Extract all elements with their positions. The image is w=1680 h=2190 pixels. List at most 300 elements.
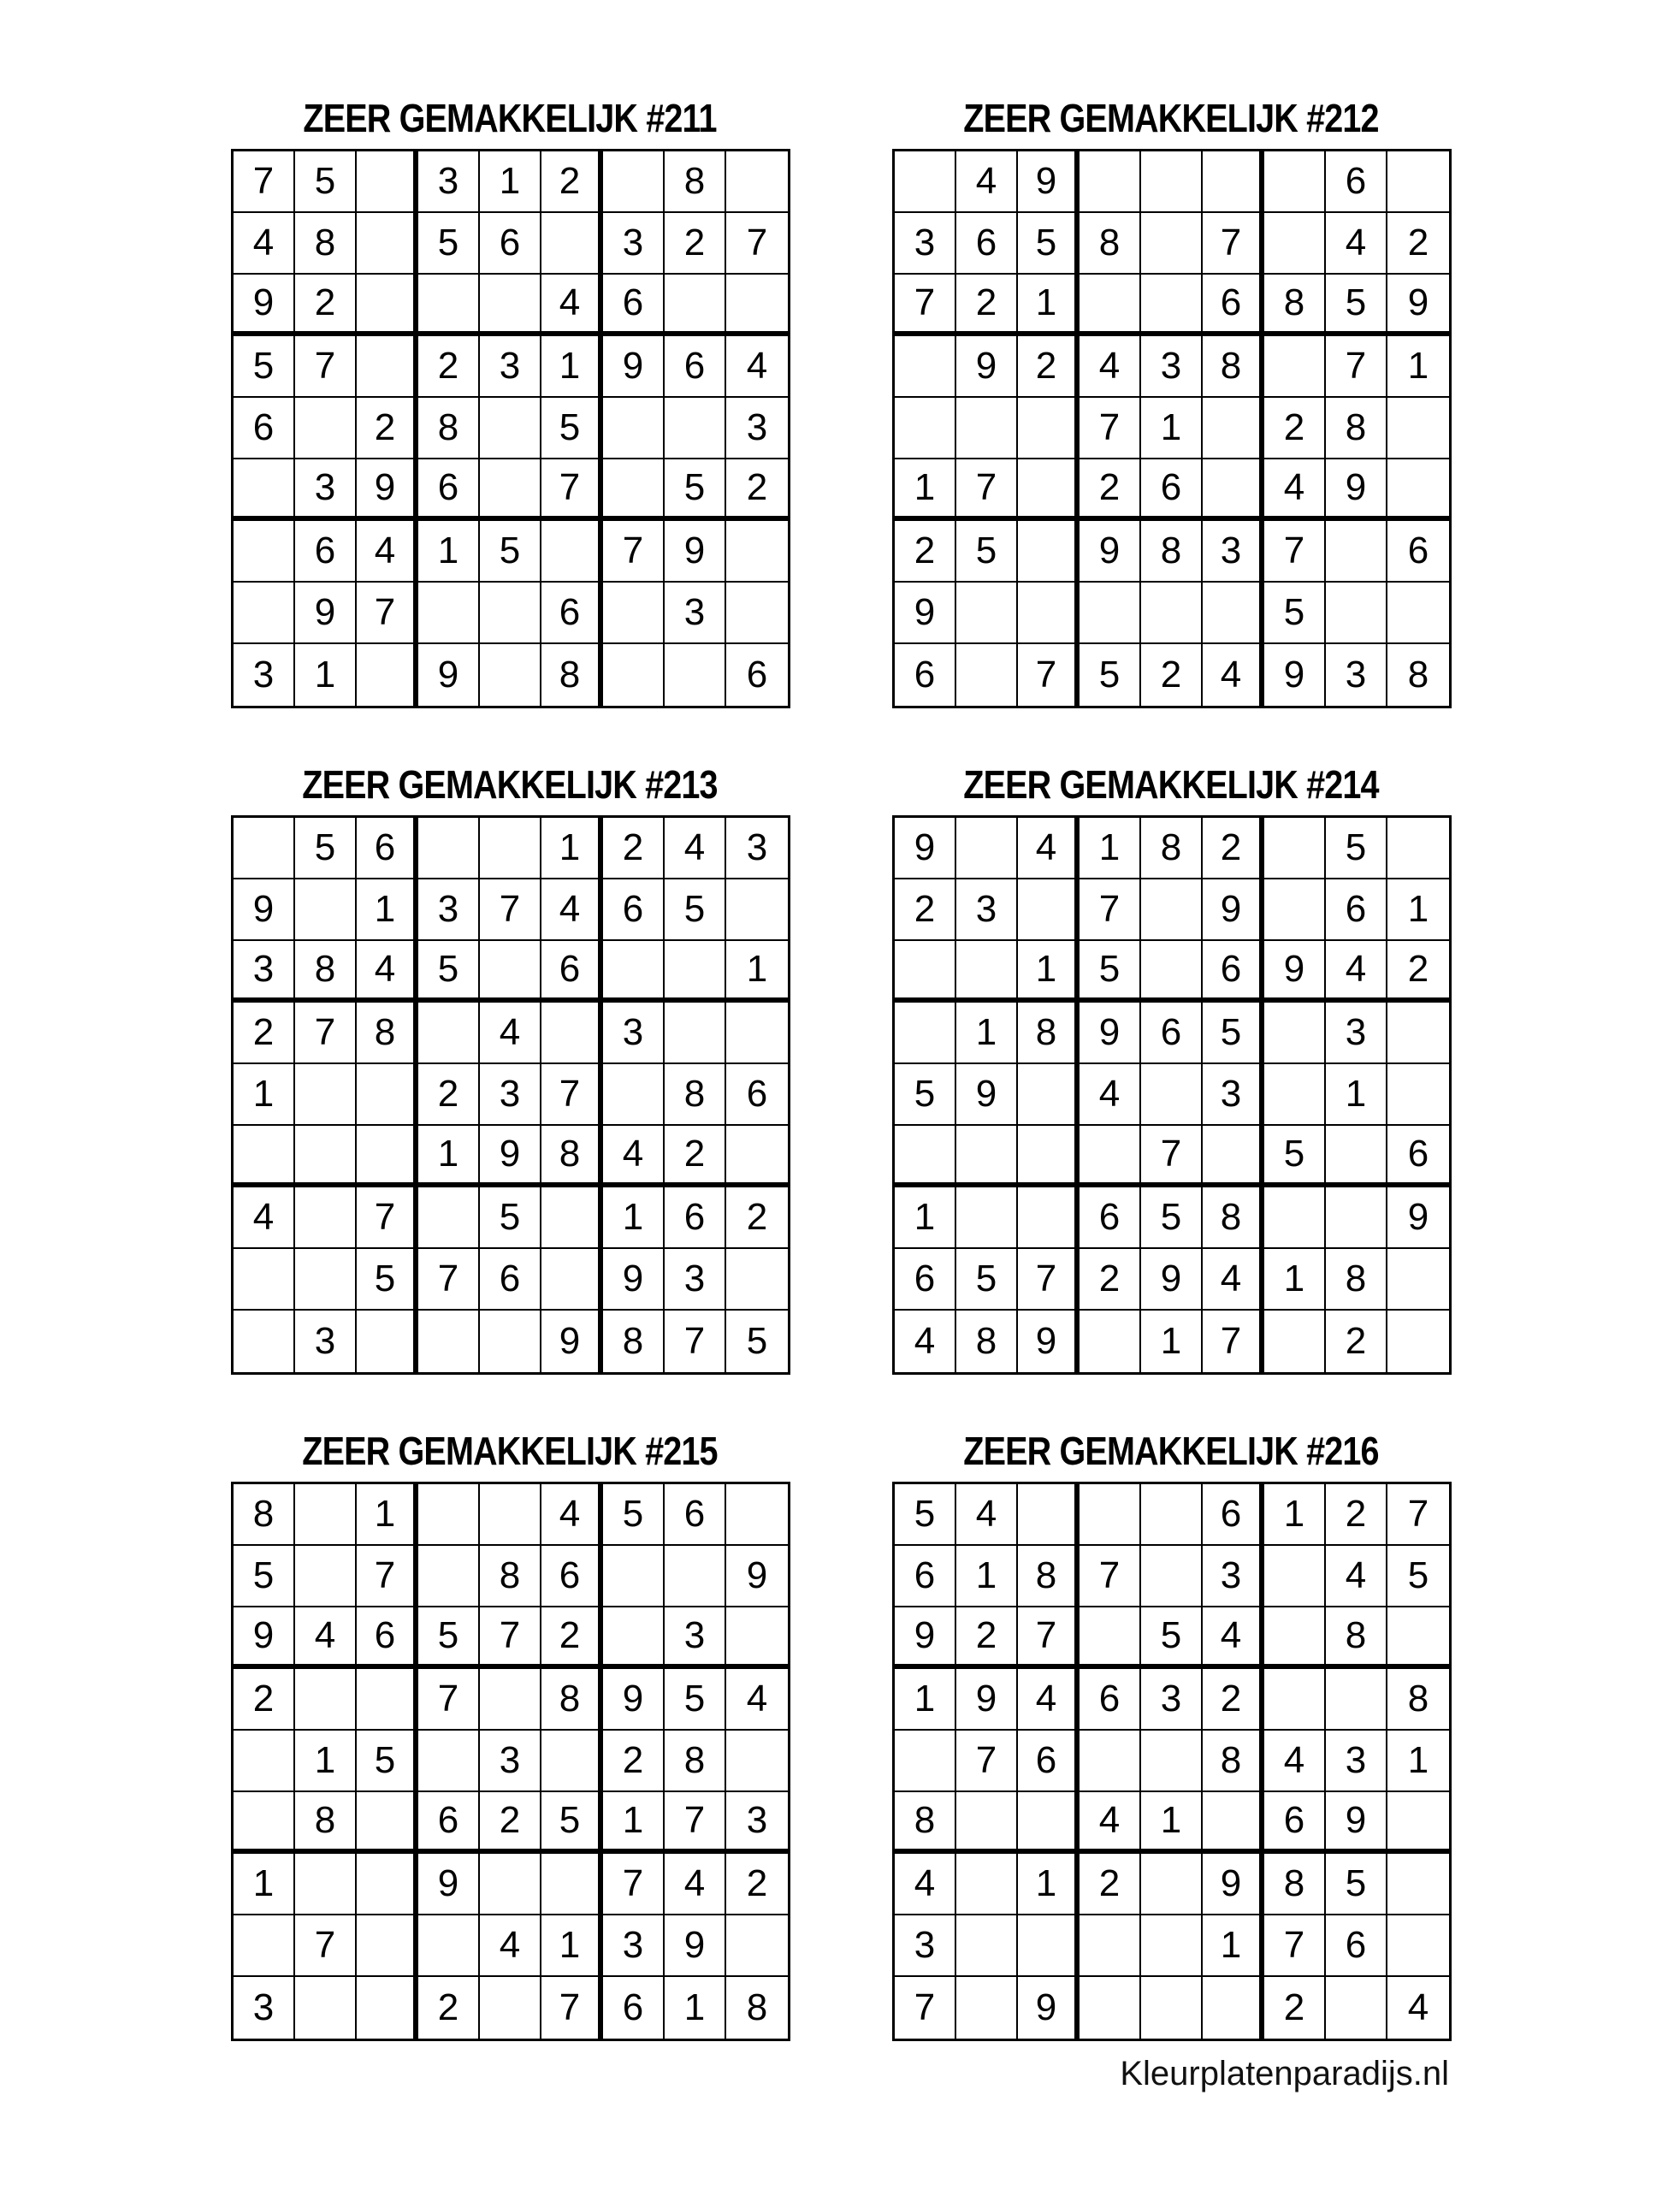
sudoku-cell — [234, 1915, 295, 1977]
sudoku-cell — [1141, 1977, 1203, 2039]
puzzle-title: ZEER GEMAKKELIJK #213 — [302, 762, 718, 807]
sudoku-cell — [1326, 521, 1387, 583]
sudoku-cell: 5 — [1080, 941, 1141, 1003]
sudoku-cell: 9 — [1387, 1187, 1449, 1249]
sudoku-cell: 5 — [295, 151, 357, 213]
sudoku-cell: 1 — [541, 336, 603, 398]
sudoku-cell: 7 — [1203, 213, 1264, 275]
sudoku-cell — [895, 941, 956, 1003]
sudoku-cell: 2 — [480, 1792, 541, 1854]
sudoku-cell: 2 — [1080, 459, 1141, 521]
sudoku-cell: 1 — [1387, 879, 1449, 941]
sudoku-cell: 6 — [895, 644, 956, 706]
sudoku-cell: 8 — [1018, 1546, 1080, 1607]
sudoku-cell — [1018, 1792, 1080, 1854]
sudoku-cell: 7 — [665, 1792, 726, 1854]
sudoku-cell — [1203, 1977, 1264, 2039]
sudoku-cell: 7 — [480, 879, 541, 941]
sudoku-cell: 9 — [234, 879, 295, 941]
sudoku-cell — [1387, 398, 1449, 459]
sudoku-cell: 4 — [357, 941, 418, 1003]
sudoku-cell: 2 — [726, 459, 788, 521]
sudoku-cell — [1018, 1064, 1080, 1126]
sudoku-cell: 2 — [956, 1607, 1018, 1669]
sudoku-cell — [665, 1003, 726, 1064]
sudoku-cell — [357, 1854, 418, 1915]
sudoku-cell: 1 — [956, 1003, 1018, 1064]
sudoku-cell — [956, 818, 1018, 879]
sudoku-cell: 7 — [418, 1249, 480, 1311]
sudoku-cell: 4 — [234, 213, 295, 275]
puzzle-title: ZEER GEMAKKELIJK #214 — [963, 762, 1379, 807]
sudoku-grid — [892, 815, 1452, 1375]
sudoku-cell: 5 — [1387, 1546, 1449, 1607]
sudoku-cell: 5 — [726, 1311, 788, 1372]
sudoku-cell: 5 — [234, 1546, 295, 1607]
sudoku-cell: 8 — [295, 213, 357, 275]
sudoku-cell: 6 — [1264, 1792, 1326, 1854]
sudoku-cell: 1 — [1264, 1249, 1326, 1311]
sudoku-cell: 9 — [956, 1064, 1018, 1126]
sudoku-cell: 2 — [295, 275, 357, 336]
sudoku-cell: 4 — [1264, 459, 1326, 521]
sudoku-cell: 4 — [1203, 1607, 1264, 1669]
sudoku-cell: 3 — [234, 1977, 295, 2039]
sudoku-cell: 8 — [665, 151, 726, 213]
sudoku-cell — [541, 1003, 603, 1064]
sudoku-cell: 8 — [357, 1003, 418, 1064]
sudoku-cell: 9 — [603, 1249, 665, 1311]
sudoku-cell: 1 — [1141, 1792, 1203, 1854]
sudoku-cell: 2 — [956, 275, 1018, 336]
sudoku-cell — [603, 1546, 665, 1607]
sudoku-cell: 3 — [726, 398, 788, 459]
sudoku-cell: 2 — [234, 1669, 295, 1731]
sudoku-cell: 3 — [234, 941, 295, 1003]
sudoku-cell — [1326, 1187, 1387, 1249]
sudoku-cell: 3 — [480, 1731, 541, 1792]
sudoku-cell: 2 — [541, 1607, 603, 1669]
sudoku-cell — [295, 1126, 357, 1187]
sudoku-cell — [1141, 275, 1203, 336]
sudoku-cell — [541, 1187, 603, 1249]
sudoku-cell: 4 — [1326, 213, 1387, 275]
puzzle-title: ZEER GEMAKKELIJK #211 — [303, 96, 717, 140]
sudoku-cell: 2 — [726, 1187, 788, 1249]
sudoku-cell: 2 — [1080, 1249, 1141, 1311]
sudoku-cell — [1141, 213, 1203, 275]
sudoku-cell: 4 — [956, 151, 1018, 213]
sudoku-cell — [1080, 583, 1141, 644]
sudoku-cell — [665, 941, 726, 1003]
sudoku-cell: 4 — [726, 1669, 788, 1731]
sudoku-cell: 9 — [1326, 1792, 1387, 1854]
sudoku-cell — [357, 275, 418, 336]
sudoku-cell: 2 — [665, 213, 726, 275]
sudoku-cell: 4 — [541, 879, 603, 941]
sudoku-cell: 7 — [956, 1731, 1018, 1792]
sudoku-cell: 4 — [1080, 1064, 1141, 1126]
sudoku-cell: 8 — [726, 1977, 788, 2039]
sudoku-cell: 8 — [234, 1484, 295, 1546]
sudoku-cell — [1018, 1484, 1080, 1546]
sudoku-cell — [1387, 1003, 1449, 1064]
sudoku-cell: 7 — [541, 1977, 603, 2039]
sudoku-cell — [357, 1064, 418, 1126]
sudoku-cell — [665, 398, 726, 459]
sudoku-cell: 4 — [665, 1854, 726, 1915]
sudoku-cell — [1203, 583, 1264, 644]
sudoku-cell: 3 — [603, 1915, 665, 1977]
sudoku-cell — [726, 1915, 788, 1977]
sudoku-cell — [234, 459, 295, 521]
sudoku-cell — [1203, 1126, 1264, 1187]
sudoku-cell — [1141, 1064, 1203, 1126]
sudoku-cell: 8 — [295, 941, 357, 1003]
sudoku-cell: 6 — [1203, 1484, 1264, 1546]
sudoku-cell: 1 — [1141, 398, 1203, 459]
sudoku-cell — [295, 1249, 357, 1311]
sudoku-cell: 6 — [603, 1977, 665, 2039]
sudoku-cell — [1080, 1484, 1141, 1546]
sudoku-cell: 4 — [1387, 1977, 1449, 2039]
sudoku-cell — [1018, 583, 1080, 644]
sudoku-cell — [357, 1977, 418, 2039]
sudoku-cell — [480, 1854, 541, 1915]
sudoku-cell — [295, 1854, 357, 1915]
sudoku-cell: 8 — [895, 1792, 956, 1854]
sudoku-cell: 3 — [1326, 1731, 1387, 1792]
sudoku-cell — [726, 1607, 788, 1669]
sudoku-cell — [1387, 1854, 1449, 1915]
sudoku-cell — [1018, 1915, 1080, 1977]
sudoku-cell — [418, 818, 480, 879]
sudoku-cell — [480, 1977, 541, 2039]
sudoku-cell: 9 — [726, 1546, 788, 1607]
sudoku-cell — [234, 1126, 295, 1187]
sudoku-cell: 6 — [357, 1607, 418, 1669]
sudoku-cell: 7 — [418, 1669, 480, 1731]
sudoku-cell: 1 — [1387, 1731, 1449, 1792]
sudoku-cell: 9 — [357, 459, 418, 521]
sudoku-cell: 8 — [1203, 336, 1264, 398]
sudoku-cell: 7 — [895, 275, 956, 336]
sudoku-cell: 6 — [895, 1546, 956, 1607]
sudoku-cell: 4 — [1018, 818, 1080, 879]
sudoku-cell: 7 — [357, 1187, 418, 1249]
sudoku-cell — [480, 1669, 541, 1731]
sudoku-cell — [956, 1915, 1018, 1977]
sudoku-cell: 1 — [418, 1126, 480, 1187]
sudoku-cell: 7 — [1264, 1915, 1326, 1977]
sudoku-cell: 8 — [541, 1669, 603, 1731]
sudoku-cell — [1141, 583, 1203, 644]
sudoku-cell: 5 — [234, 336, 295, 398]
sudoku-cell — [234, 818, 295, 879]
sudoku-cell — [1387, 1064, 1449, 1126]
sudoku-cell — [295, 879, 357, 941]
sudoku-cell — [956, 1126, 1018, 1187]
sudoku-cell: 7 — [295, 1003, 357, 1064]
sudoku-cell: 9 — [895, 1607, 956, 1669]
sudoku-cell — [956, 1187, 1018, 1249]
sudoku-cell: 4 — [1326, 941, 1387, 1003]
sudoku-cell: 7 — [295, 336, 357, 398]
sudoku-cell: 3 — [603, 1003, 665, 1064]
sudoku-cell: 7 — [603, 1854, 665, 1915]
sudoku-cell: 2 — [357, 398, 418, 459]
sudoku-cell: 8 — [418, 398, 480, 459]
sudoku-cell: 6 — [1018, 1731, 1080, 1792]
sudoku-cell — [1387, 459, 1449, 521]
sudoku-cell: 4 — [895, 1854, 956, 1915]
sudoku-cell — [234, 1731, 295, 1792]
sudoku-cell: 6 — [418, 1792, 480, 1854]
sudoku-cell — [1387, 1915, 1449, 1977]
sudoku-cell: 4 — [1203, 644, 1264, 706]
sudoku-cell: 3 — [1203, 521, 1264, 583]
sudoku-cell — [726, 1003, 788, 1064]
sudoku-cell — [1141, 1484, 1203, 1546]
sudoku-cell — [726, 879, 788, 941]
sudoku-cell: 8 — [603, 1311, 665, 1372]
sudoku-cell: 1 — [1018, 1854, 1080, 1915]
sudoku-cell: 2 — [418, 336, 480, 398]
sudoku-cell — [357, 644, 418, 706]
sudoku-cell: 3 — [480, 1064, 541, 1126]
sudoku-cell: 3 — [665, 1607, 726, 1669]
sudoku-cell: 6 — [1141, 459, 1203, 521]
puzzle-title: ZEER GEMAKKELIJK #216 — [963, 1429, 1379, 1473]
sudoku-cell: 2 — [895, 879, 956, 941]
sudoku-cell: 5 — [418, 941, 480, 1003]
sudoku-cell: 5 — [1326, 275, 1387, 336]
sudoku-cell — [1387, 583, 1449, 644]
sudoku-cell: 3 — [480, 336, 541, 398]
sudoku-cell: 4 — [295, 1607, 357, 1669]
sudoku-cell: 7 — [1018, 644, 1080, 706]
sudoku-cell: 3 — [1203, 1064, 1264, 1126]
sudoku-cell — [295, 1484, 357, 1546]
sudoku-cell: 5 — [1326, 818, 1387, 879]
sudoku-cell: 1 — [895, 459, 956, 521]
sudoku-cell: 5 — [895, 1484, 956, 1546]
sudoku-cell: 7 — [541, 459, 603, 521]
sudoku-cell — [418, 1915, 480, 1977]
sudoku-cell — [1080, 1311, 1141, 1372]
sudoku-cell: 4 — [357, 521, 418, 583]
sudoku-cell: 5 — [1141, 1607, 1203, 1669]
sudoku-cell: 5 — [1141, 1187, 1203, 1249]
site-credit: Kleurplatenparadijs.nl — [1120, 2055, 1449, 2092]
sudoku-cell — [418, 1484, 480, 1546]
sudoku-cell: 3 — [234, 644, 295, 706]
sudoku-cell — [665, 275, 726, 336]
sudoku-cell: 3 — [895, 213, 956, 275]
sudoku-cell — [1387, 1792, 1449, 1854]
puzzle-title: ZEER GEMAKKELIJK #212 — [963, 96, 1379, 140]
sudoku-cell: 2 — [1264, 398, 1326, 459]
sudoku-cell — [295, 1977, 357, 2039]
sudoku-cell — [726, 1126, 788, 1187]
sudoku-cell — [603, 1607, 665, 1669]
sudoku-cell: 9 — [1018, 151, 1080, 213]
sudoku-cell: 4 — [1080, 1792, 1141, 1854]
sudoku-cell — [1387, 818, 1449, 879]
sudoku-cell — [603, 644, 665, 706]
sudoku-cell: 4 — [956, 1484, 1018, 1546]
sudoku-cell: 6 — [603, 275, 665, 336]
sudoku-cell: 2 — [665, 1126, 726, 1187]
sudoku-cell: 6 — [1141, 1003, 1203, 1064]
sudoku-cell: 6 — [665, 1187, 726, 1249]
sudoku-cell: 7 — [1018, 1249, 1080, 1311]
sudoku-cell — [1018, 1187, 1080, 1249]
sudoku-grid — [231, 1482, 790, 2041]
sudoku-cell: 8 — [1141, 521, 1203, 583]
sudoku-cell: 7 — [895, 1977, 956, 2039]
sudoku-cell: 3 — [295, 1311, 357, 1372]
sudoku-cell: 6 — [418, 459, 480, 521]
sudoku-cell: 1 — [480, 151, 541, 213]
sudoku-cell: 4 — [541, 1484, 603, 1546]
sudoku-cell — [895, 1731, 956, 1792]
sudoku-cell: 1 — [956, 1546, 1018, 1607]
sudoku-cell: 8 — [1264, 1854, 1326, 1915]
sudoku-cell: 2 — [603, 818, 665, 879]
sudoku-cell: 2 — [1326, 1484, 1387, 1546]
sudoku-cell — [480, 1311, 541, 1372]
sudoku-grid — [892, 149, 1452, 708]
sudoku-cell — [480, 398, 541, 459]
sudoku-cell — [1203, 398, 1264, 459]
sudoku-cell — [295, 1669, 357, 1731]
sudoku-cell — [1203, 1792, 1264, 1854]
sudoku-cell: 1 — [295, 644, 357, 706]
sudoku-cell: 5 — [357, 1731, 418, 1792]
sudoku-cell — [480, 818, 541, 879]
sudoku-cell: 6 — [1080, 1187, 1141, 1249]
sudoku-cell — [1018, 879, 1080, 941]
sudoku-cell — [1141, 151, 1203, 213]
sudoku-cell — [1264, 879, 1326, 941]
sudoku-cell — [234, 1792, 295, 1854]
sudoku-cell — [541, 213, 603, 275]
sudoku-cell: 6 — [603, 879, 665, 941]
sudoku-cell: 5 — [956, 1249, 1018, 1311]
sudoku-cell — [956, 1977, 1018, 2039]
sudoku-cell: 1 — [1080, 818, 1141, 879]
sudoku-cell — [295, 1546, 357, 1607]
sudoku-cell — [1264, 1003, 1326, 1064]
sudoku-cell — [1141, 941, 1203, 1003]
sudoku-cell: 8 — [956, 1311, 1018, 1372]
sudoku-cell — [480, 459, 541, 521]
sudoku-cell: 1 — [895, 1669, 956, 1731]
sudoku-cell: 7 — [1203, 1311, 1264, 1372]
sudoku-cell: 1 — [1141, 1311, 1203, 1372]
sudoku-cell: 9 — [234, 275, 295, 336]
sudoku-cell: 3 — [895, 1915, 956, 1977]
sudoku-cell: 4 — [1203, 1249, 1264, 1311]
sudoku-cell — [895, 151, 956, 213]
sudoku-cell — [541, 1731, 603, 1792]
sudoku-cell — [295, 1064, 357, 1126]
sudoku-cell: 8 — [1080, 213, 1141, 275]
sudoku-grid — [231, 149, 790, 708]
sudoku-cell — [1018, 398, 1080, 459]
sudoku-cell: 9 — [665, 1915, 726, 1977]
sudoku-cell — [726, 1249, 788, 1311]
sudoku-cell: 7 — [1080, 398, 1141, 459]
sudoku-cell: 9 — [295, 583, 357, 644]
sudoku-cell: 5 — [357, 1249, 418, 1311]
sudoku-cell: 3 — [418, 151, 480, 213]
sudoku-cell: 4 — [541, 275, 603, 336]
sudoku-cell — [603, 941, 665, 1003]
sudoku-cell: 7 — [480, 1607, 541, 1669]
sudoku-cell — [1080, 275, 1141, 336]
sudoku-cell: 8 — [1387, 644, 1449, 706]
sudoku-cell — [234, 1311, 295, 1372]
sudoku-cell: 2 — [1264, 1977, 1326, 2039]
sudoku-cell: 1 — [665, 1977, 726, 2039]
sudoku-cell — [1080, 1126, 1141, 1187]
sudoku-cell: 5 — [541, 1792, 603, 1854]
sudoku-cell — [295, 1187, 357, 1249]
sudoku-cell: 7 — [1326, 336, 1387, 398]
sudoku-cell: 7 — [234, 151, 295, 213]
sudoku-cell: 9 — [1203, 1854, 1264, 1915]
sudoku-cell: 3 — [418, 879, 480, 941]
sudoku-cell — [418, 1003, 480, 1064]
sudoku-cell: 6 — [541, 941, 603, 1003]
sudoku-cell: 1 — [295, 1731, 357, 1792]
sudoku-cell: 4 — [1018, 1669, 1080, 1731]
sudoku-cell: 6 — [726, 644, 788, 706]
sudoku-cell: 6 — [1326, 1915, 1387, 1977]
sudoku-cell: 5 — [541, 398, 603, 459]
sudoku-cell: 6 — [1387, 521, 1449, 583]
sudoku-cell — [234, 1249, 295, 1311]
sudoku-cell: 7 — [956, 459, 1018, 521]
sudoku-cell — [480, 644, 541, 706]
sudoku-cell: 2 — [1203, 818, 1264, 879]
sudoku-cell: 4 — [480, 1003, 541, 1064]
sudoku-cell — [357, 1792, 418, 1854]
sudoku-cell — [1264, 818, 1326, 879]
sudoku-cell — [895, 1126, 956, 1187]
sudoku-cell: 6 — [480, 213, 541, 275]
sudoku-cell: 7 — [665, 1311, 726, 1372]
sudoku-cell — [1203, 151, 1264, 213]
sudoku-cell: 5 — [1080, 644, 1141, 706]
sudoku-cell: 9 — [956, 1669, 1018, 1731]
sudoku-cell: 3 — [726, 1792, 788, 1854]
sudoku-cell: 9 — [895, 583, 956, 644]
sudoku-cell: 4 — [895, 1311, 956, 1372]
sudoku-cell: 6 — [1203, 941, 1264, 1003]
sudoku-cell — [234, 521, 295, 583]
sudoku-cell: 2 — [1387, 213, 1449, 275]
sudoku-cell: 7 — [1264, 521, 1326, 583]
sudoku-cell: 9 — [1018, 1311, 1080, 1372]
sudoku-cell: 1 — [603, 1187, 665, 1249]
sudoku-cell: 5 — [956, 521, 1018, 583]
sudoku-cell — [726, 1731, 788, 1792]
sudoku-cell — [480, 1484, 541, 1546]
sudoku-cell — [956, 1792, 1018, 1854]
